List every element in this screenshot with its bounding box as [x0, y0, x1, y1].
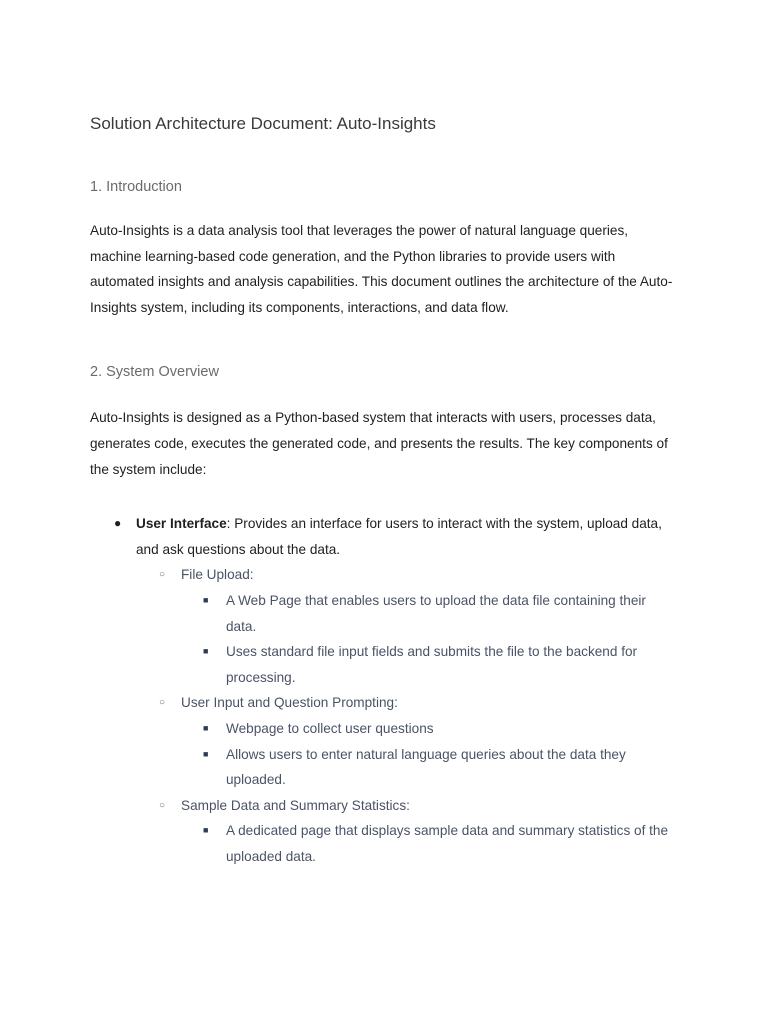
detail-text: A Web Page that enables users to upload the data file containing their data.: [226, 592, 646, 634]
bullet-circle-icon: ○: [159, 569, 166, 581]
bullet-circle-icon: ○: [159, 697, 166, 709]
detail-text: Allows users to enter natural language queries about the data they uploaded.: [226, 746, 626, 788]
section-heading-system-overview: 2. System Overview: [90, 364, 219, 381]
bullet-square-icon: ■: [203, 748, 209, 759]
subitem-sample-data: [136, 793, 678, 870]
detail-item: [181, 818, 678, 869]
user-input-details: [181, 716, 678, 793]
detail-item: [181, 716, 678, 742]
bullet-square-icon: ■: [203, 594, 209, 605]
detail-item: [181, 639, 678, 690]
subitem-user-input: [136, 690, 678, 792]
subitem-label: Sample Data and Summary Statistics:: [181, 797, 410, 813]
subitem-label: File Upload:: [181, 567, 254, 583]
component-name: User Interface: [136, 516, 227, 532]
detail-item: [181, 588, 678, 639]
section-heading-introduction: 1. Introduction: [90, 179, 182, 195]
detail-item: [181, 742, 678, 793]
bullet-circle-icon: ○: [159, 799, 166, 811]
detail-text: Uses standard file input fields and submits the file to the backend for processing.: [226, 644, 638, 685]
introduction-paragraph: Auto-Insights is a data analysis tool that leverages the power of natural language queries, machine learning-based code generation, and the Python libraries to provide users with automated insights and analysis capabilities. This document outlines the architecture of the Auto-Insights system, including its components, interactions, and data flow.: [90, 223, 673, 315]
bullet-square-icon: ■: [203, 722, 209, 733]
bullet-square-icon: ■: [203, 825, 209, 836]
components-list: [90, 511, 678, 869]
subitem-label: User Input and Question Prompting:: [181, 695, 398, 711]
user-interface-subitems: [136, 562, 678, 869]
component-description: : Provides an interface for users to interact with the system, upload data, and ask questions about the data.: [136, 516, 662, 557]
bullet-square-icon: ■: [203, 646, 209, 657]
document-title: Solution Architecture Document: Auto-Insights: [90, 114, 436, 133]
subitem-file-upload: [136, 562, 678, 690]
detail-text: A dedicated page that displays sample data and summary statistics of the uploaded data.: [226, 823, 669, 864]
component-user-interface: [90, 511, 678, 869]
system-overview-paragraph: Auto-Insights is designed as a Python-based system that interacts with users, processes data, generates code, executes the generated code, and presents the results. The key components of the system include:: [90, 410, 668, 477]
file-upload-details: [181, 588, 678, 690]
bullet-disc-icon: ●: [114, 516, 122, 531]
detail-text: Webpage to collect user questions: [226, 720, 434, 736]
sample-data-details: [181, 818, 678, 869]
